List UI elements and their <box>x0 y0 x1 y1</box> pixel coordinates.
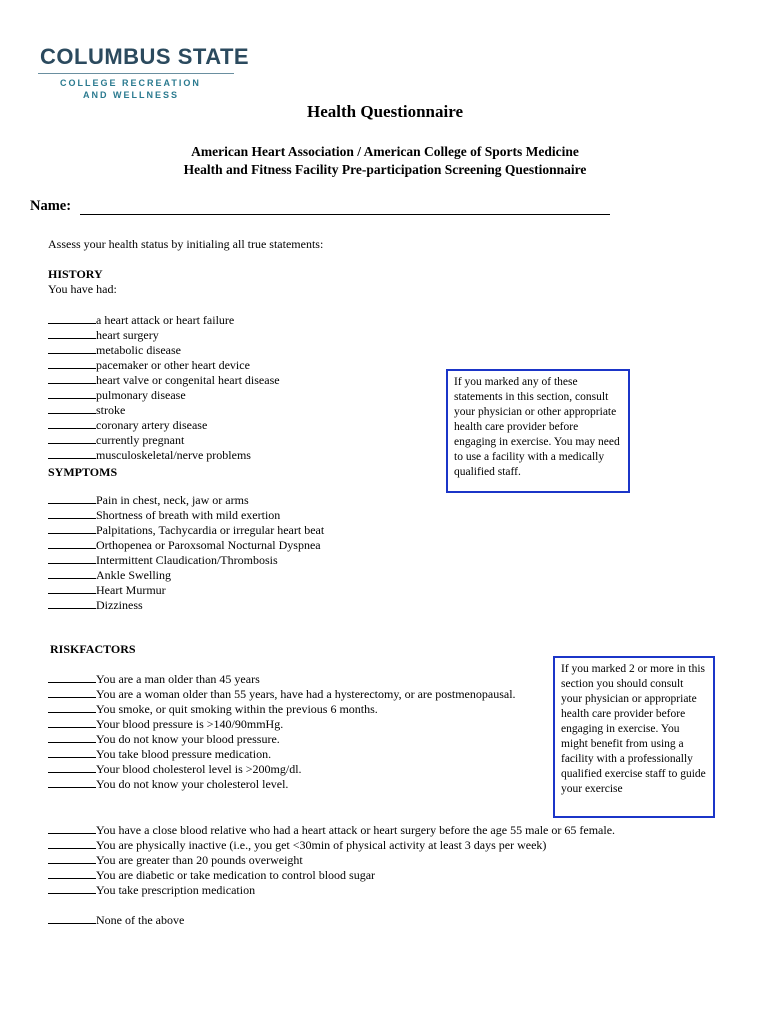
list-item <box>48 357 280 372</box>
logo-divider <box>38 73 234 74</box>
initial-blank[interactable] <box>48 372 96 384</box>
riskfactors-list-a <box>48 671 516 791</box>
list-item <box>48 671 516 686</box>
riskfactors-heading: RISKFACTORS <box>50 642 136 656</box>
item-label: Heart Murmur <box>96 583 166 597</box>
item-label: You have a close blood relative who had a heart attack or heart surgery before the age 55 male or 65 female. <box>96 823 616 837</box>
logo-subtitle-line1: COLLEGE RECREATION <box>60 78 201 88</box>
initial-blank[interactable] <box>48 522 96 534</box>
item-label: You are diabetic or take medication to control blood sugar <box>96 868 376 882</box>
instructions-text: Assess your health status by initialing all true statements: <box>48 237 324 251</box>
initial-blank[interactable] <box>48 822 96 834</box>
item-label: pacemaker or other heart device <box>96 358 250 372</box>
initial-blank[interactable] <box>48 776 96 788</box>
none-of-the-above <box>48 912 184 927</box>
item-label: Palpitations, Tachycardia or irregular heart beat <box>96 523 325 537</box>
initial-blank[interactable] <box>48 432 96 444</box>
item-label: You smoke, or quit smoking within the previous 6 months. <box>96 702 378 716</box>
history-callout: If you marked any of these statements in this section, consult your physician or other appropriate health care provider before engaging in exercise. You may need to use a facility with a medically qualified staff. <box>446 369 630 493</box>
page-title: Health Questionnaire <box>307 102 463 121</box>
initial-blank[interactable] <box>48 552 96 564</box>
item-label: Your blood cholesterol level is >200mg/dl. <box>96 762 302 776</box>
item-label: musculoskeletal/nerve problems <box>96 448 251 462</box>
symptoms-heading: SYMPTOMS <box>48 465 118 479</box>
riskfactors-callout: If you marked 2 or more in this section you should consult your physician or appropriate health care provider before engaging in exercise. You might benefit from using a facility with a professionally qualified exercise staff to guide your exercise <box>553 656 715 818</box>
item-label: heart valve or congenital heart disease <box>96 373 280 387</box>
item-label: You take prescription medication <box>96 883 256 897</box>
list-item <box>48 372 280 387</box>
list-item <box>48 522 324 537</box>
list-item <box>48 312 280 327</box>
list-item <box>48 761 516 776</box>
history-list <box>48 312 280 462</box>
list-item <box>48 537 324 552</box>
list-item <box>48 342 280 357</box>
list-item <box>48 716 516 731</box>
initial-blank[interactable] <box>48 671 96 683</box>
initial-blank[interactable] <box>48 537 96 549</box>
name-label: Name: <box>30 198 72 214</box>
initial-blank[interactable] <box>48 882 96 894</box>
list-item <box>48 507 324 522</box>
item-label: Ankle Swelling <box>96 568 171 582</box>
list-item <box>48 552 324 567</box>
item-label: Intermittent Claudication/Thrombosis <box>96 553 278 567</box>
item-label: a heart attack or heart failure <box>96 313 235 327</box>
initial-blank[interactable] <box>48 716 96 728</box>
item-label: Pain in chest, neck, jaw or arms <box>96 493 249 507</box>
list-item <box>48 686 516 701</box>
initial-blank[interactable] <box>48 402 96 414</box>
initial-blank[interactable] <box>48 357 96 369</box>
item-label: You do not know your cholesterol level. <box>96 777 289 791</box>
initial-blank[interactable] <box>48 912 96 924</box>
item-label: You are greater than 20 pounds overweight <box>96 853 303 867</box>
symptoms-list <box>48 492 324 612</box>
logo-subtitle-line2: AND WELLNESS <box>83 90 179 100</box>
initial-blank[interactable] <box>48 597 96 609</box>
list-item <box>48 492 324 507</box>
name-field[interactable] <box>80 214 610 215</box>
subtitle-line2: Health and Fitness Facility Pre-participation Screening Questionnaire <box>183 162 587 177</box>
item-label: pulmonary disease <box>96 388 186 402</box>
list-item <box>48 432 280 447</box>
initial-blank[interactable] <box>48 447 96 459</box>
subtitle-line1: American Heart Association / American College of Sports Medicine <box>191 144 579 159</box>
initial-blank[interactable] <box>48 417 96 429</box>
item-label: Dizziness <box>96 598 143 612</box>
initial-blank[interactable] <box>48 731 96 743</box>
list-item <box>48 912 184 927</box>
item-label: metabolic disease <box>96 343 181 357</box>
item-label: You do not know your blood pressure. <box>96 732 280 746</box>
item-label: Orthopenea or Paroxsomal Nocturnal Dyspnea <box>96 538 321 552</box>
item-label: currently pregnant <box>96 433 185 447</box>
history-heading: HISTORY <box>48 267 103 281</box>
item-label: You take blood pressure medication. <box>96 747 272 761</box>
list-item <box>48 776 516 791</box>
logo-wordmark: COLUMBUS STATE <box>40 44 250 69</box>
item-label: Shortness of breath with mild exertion <box>96 508 281 522</box>
initial-blank[interactable] <box>48 312 96 324</box>
list-item <box>48 327 280 342</box>
initial-blank[interactable] <box>48 761 96 773</box>
list-item <box>48 746 516 761</box>
initial-blank[interactable] <box>48 507 96 519</box>
list-item <box>48 402 280 417</box>
list-item <box>48 417 280 432</box>
initial-blank[interactable] <box>48 492 96 504</box>
list-item <box>48 597 324 612</box>
item-label: None of the above <box>96 913 185 927</box>
initial-blank[interactable] <box>48 567 96 579</box>
item-label: heart surgery <box>96 328 159 342</box>
list-item <box>48 582 324 597</box>
list-item <box>48 731 516 746</box>
item-label: Your blood pressure is >140/90mmHg. <box>96 717 284 731</box>
initial-blank[interactable] <box>48 837 96 849</box>
list-item <box>48 852 615 867</box>
initial-blank[interactable] <box>48 852 96 864</box>
history-intro: You have had: <box>48 282 117 296</box>
list-item <box>48 837 615 852</box>
initial-blank[interactable] <box>48 686 96 698</box>
initial-blank[interactable] <box>48 387 96 399</box>
item-label: You are physically inactive (i.e., you get <30min of physical activity at least 3 days per week) <box>96 838 547 852</box>
list-item <box>48 701 516 716</box>
list-item <box>48 387 280 402</box>
list-item <box>48 882 615 897</box>
item-label: coronary artery disease <box>96 418 208 432</box>
list-item <box>48 567 324 582</box>
item-label: You are a woman older than 55 years, have had a hysterectomy, or are postmenopausal. <box>96 687 516 701</box>
initial-blank[interactable] <box>48 342 96 354</box>
item-label: You are a man older than 45 years <box>96 672 260 686</box>
initial-blank[interactable] <box>48 867 96 879</box>
list-item <box>48 447 280 462</box>
list-item <box>48 867 615 882</box>
initial-blank[interactable] <box>48 701 96 713</box>
item-label: stroke <box>96 403 126 417</box>
initial-blank[interactable] <box>48 582 96 594</box>
riskfactors-list-b <box>48 822 615 897</box>
initial-blank[interactable] <box>48 746 96 758</box>
list-item <box>48 822 615 837</box>
initial-blank[interactable] <box>48 327 96 339</box>
